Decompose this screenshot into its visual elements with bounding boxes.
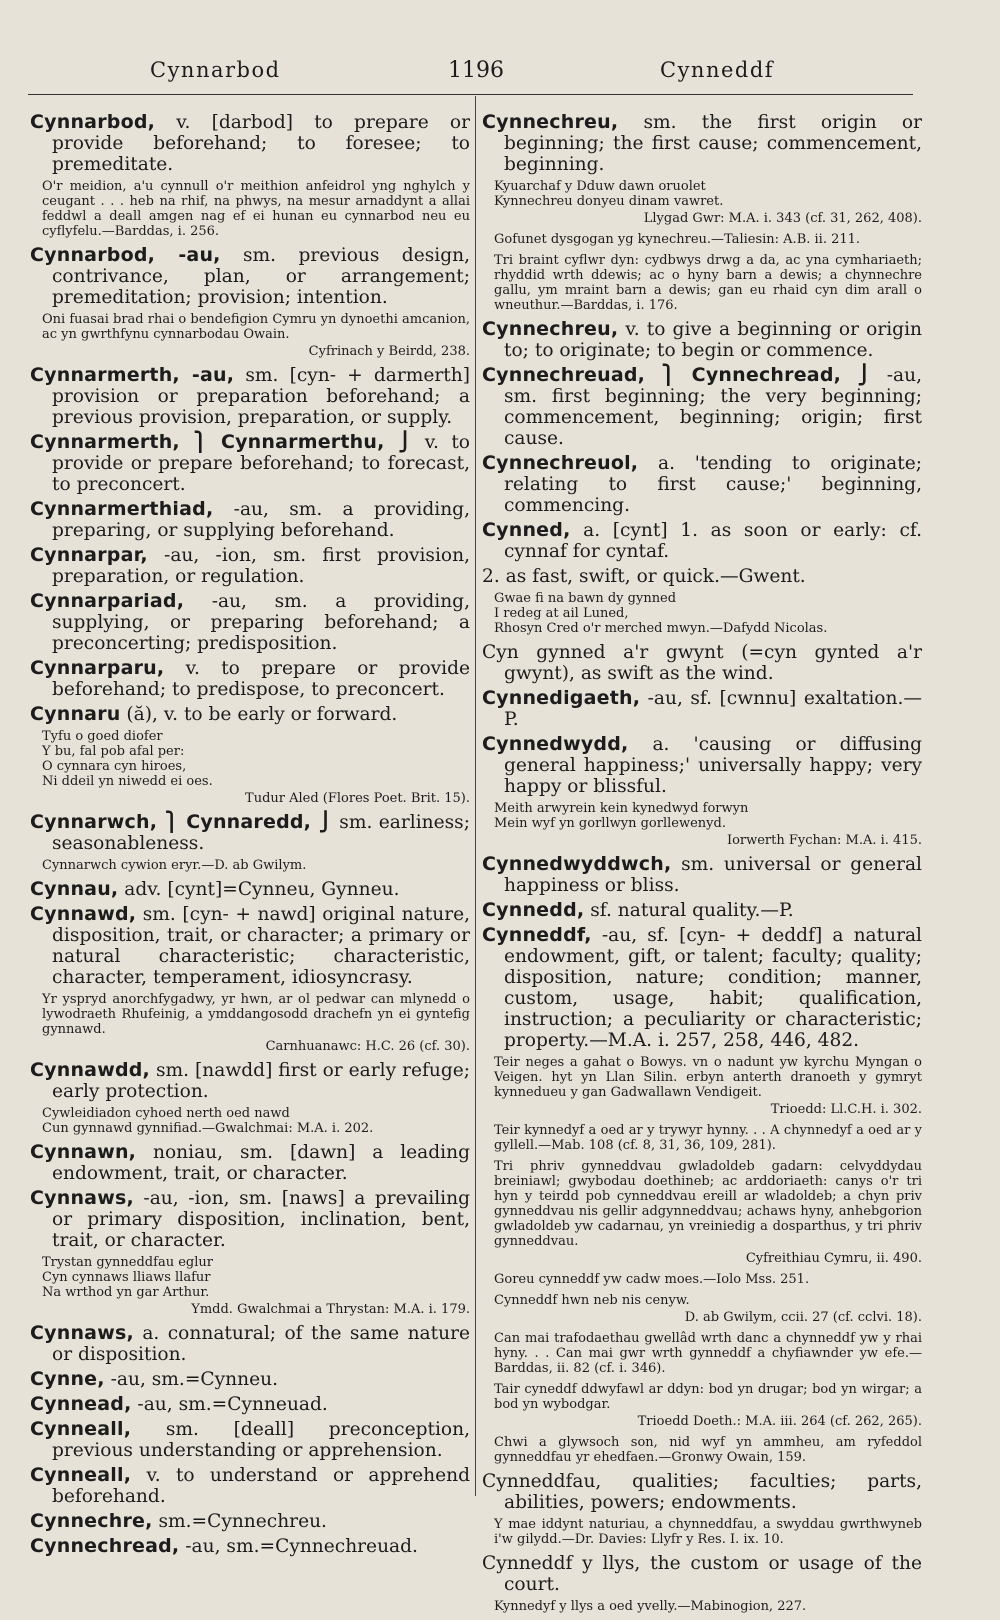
header-rule (28, 94, 913, 95)
citation-source: Cyfrinach y Beirdd, 238. (308, 344, 470, 359)
verse-citation: Meith arwyrein kein kynedwyd forwyn Mein wyf yn gorllwyn gorllewenyd. (494, 801, 749, 831)
citation-source: Trioedd Doeth.: M.A. iii. 264 (cf. 262, 265). (637, 1414, 922, 1429)
definition: a. connatural; of the same nature or disposition. (52, 1323, 470, 1365)
verse-citation: Cywleidiadon cyhoed nerth oed nawd Cun gynnawd gynnifiad.—Gwalchmai: M.A. i. 202. (42, 1106, 374, 1136)
headword: Cynnarbod, -au, (30, 244, 221, 266)
definition: -au, sm.=Cynneu. (104, 1369, 278, 1390)
dictionary-entry (30, 879, 470, 900)
citation: Teir neges a gahat o Bowys. vn o nadunt yw kyrchu Myngan o Veigen. hyt yn Llan Silin. erbyn anterth dranoeth y gymryt kynnedueu y gan Gadwallawn Vendigeit. (494, 1055, 922, 1100)
dictionary-entry (482, 854, 922, 896)
dictionary-entry (30, 1369, 470, 1390)
headword: Cynnechreu, (482, 318, 619, 340)
headword: Cynneddf, (482, 924, 592, 946)
definition: -au, sf. [cwnnu] exaltation.—P. (504, 688, 922, 730)
dictionary-entry (30, 1188, 470, 1251)
dictionary-entry (482, 520, 922, 562)
headword: Cynnarbod, (30, 111, 156, 133)
dictionary-entry (482, 453, 922, 516)
definition: -au, sm. first beginning; the very beginning; commencement, beginning; origin; first cause. (504, 365, 922, 449)
citation: Oni fuasai brad rhai o bendefigion Cymru yn dynoethi amcanion, ac yn gwrthfynu cynnarbodau Owain. (42, 312, 470, 342)
citation: Cynnarwch cywion eryr.—D. ab Gwilym. (42, 858, 307, 873)
dictionary-entry (482, 365, 922, 449)
headword: Cynnarparu, (30, 657, 165, 679)
dictionary-entry (30, 1511, 470, 1532)
definition: sm. [cyn- + darmerth] provision or preparation beforehand; a previous provision, preparation, or supply. (52, 365, 470, 428)
headword: Cynnechreu, (482, 111, 619, 133)
headword: Cynnechreuad, ⎫ Cynnechread, ⎭ (482, 364, 872, 386)
citation: Gofunet dysgogan yg kynechreu.—Taliesin: A.B. ii. 211. (494, 232, 861, 247)
dictionary-entry (482, 112, 922, 175)
headword: Cynnedigaeth, (482, 687, 641, 709)
headword: Cynnaru (30, 703, 121, 725)
definition: v. [darbod] to prepare or provide beforehand; to foresee; to premeditate. (52, 112, 470, 175)
definition: sm. [nawdd] first or early refuge; early protection. (52, 1060, 470, 1102)
citation-source: Tudur Aled (Flores Poet. Brit. 15). (245, 791, 470, 806)
citation: Y mae iddynt naturiau, a chynneddfau, a swyddau gwrthwyneb i'w gilydd.—Dr. Davies: Llyfr y Res. I. ix. 10. (494, 1517, 922, 1547)
header-left-guideword: Cynnarbod (150, 58, 281, 82)
definition: -au, sm.=Cynnechreuad. (179, 1536, 418, 1557)
dictionary-entry (30, 658, 470, 700)
headword: Cynnead, (30, 1393, 132, 1415)
definition: Cynneddfau, qualities; faculties; parts, abilities, powers; endowments. (482, 1471, 922, 1513)
definition: adv. [cynt]=Cynneu, Gynneu. (118, 879, 400, 900)
headword: Cynnedwydd, (482, 733, 629, 755)
dictionary-entry (30, 1536, 470, 1557)
dictionary-entry (482, 688, 922, 730)
definition: -au, sm. a providing, preparing, or supplying beforehand. (52, 499, 470, 541)
citation: Teir kynnedyf a oed ar y trywyr hynny. . . A chynnedyf a oed ar y gyllell.—Mab. 108 (cf. 8, 31, 36, 109, 281). (494, 1123, 922, 1153)
definition: Cyn gynned a'r gwynt (=cyn gynted a'r gwynt), as swift as the wind. (482, 642, 922, 684)
citation: Cynneddf hwn neb nis cenyw. (494, 1293, 690, 1308)
definition: -au, sm.=Cynneuad. (131, 1394, 328, 1415)
citation: Yr yspryd anorchfygadwy, yr hwn, ar ol pedwar can mlynedd o lywodraeth Rhufeinig, a ymddangosodd drachefn yn ei gyntefig gynnawd. (42, 992, 470, 1037)
verse-citation: Tyfu o goed diofer Y bu, fal pob afal per: O cynnara cyn hiroes, Ni ddeil yn niwedd ei oes. (42, 729, 213, 789)
dictionary-entry (482, 1553, 922, 1595)
definition: -au, -ion, sm. first provision, preparation, or regulation. (52, 545, 470, 587)
dictionary-entry (30, 1060, 470, 1102)
definition: a. [cynt] 1. as soon or early: cf. cynnaf for cyntaf. (504, 520, 922, 562)
dictionary-entry (30, 1323, 470, 1365)
citation: Tri braint cyflwr dyn: cydbwys drwg a da, ac yna cymhariaeth; rhyddid wrth ddewis; ac o hyny barn a dewis; a chynnechre gallu, ym mraint barn a dewis; gan eu rhaid cyn dim arall o wneuthur.—Barddas, i. 176. (494, 253, 922, 313)
definition: noniau, sm. [dawn] a leading endowment, trait, or character. (52, 1142, 470, 1184)
headword: Cynnarmerth, -au, (30, 364, 235, 386)
headword: Cynnechreuol, (482, 452, 639, 474)
headword: Cynnaws, (30, 1322, 134, 1344)
definition: -au, sf. [cyn- + deddf] a natural endowment, gift, or talent; faculty; quality; disposition, nature; condition; manner, custom, usage, habit; qualification, instruction; a peculiarity or characteristic; property.—M.A. i. 257, 258, 446, 482. (504, 925, 922, 1051)
definition: sm. earliness; seasonableness. (52, 812, 470, 854)
citation-source: Trioedd: Ll.C.H. i. 302. (770, 1102, 922, 1117)
dictionary-entry (30, 704, 470, 725)
headword: Cynnarwch, ⎫ Cynnaredd, ⎭ (30, 811, 333, 833)
definition: 2. as fast, swift, or quick.—Gwent. (482, 566, 806, 587)
definition: sm. the first origin or beginning; the first cause; commencement, beginning. (504, 112, 922, 175)
dictionary-entry (30, 1419, 470, 1461)
definition: v. to prepare or provide beforehand; to predispose, to preconcert. (52, 658, 470, 700)
dictionary-entry (30, 245, 470, 308)
headword: Cynnarmerthiad, (30, 498, 214, 520)
dictionary-entry (30, 904, 470, 988)
headword: Cynnarmerth, ⎫ Cynnarmerthu, ⎭ (30, 431, 413, 453)
running-header (0, 58, 1000, 88)
dictionary-entry (30, 112, 470, 175)
dictionary-entry (30, 499, 470, 541)
dictionary-entry (30, 591, 470, 654)
right-column (482, 112, 922, 1620)
headword: Cynnawn, (30, 1141, 137, 1163)
headword: Cynneall, (30, 1418, 132, 1440)
verse-citation: Gwae fi na bawn dy gynned I redeg at ail Luned, Rhosyn Cred o'r merched mwyn.—Dafydd Nicolas. (494, 591, 828, 636)
left-column (30, 112, 470, 1561)
headword: Cynnaws, (30, 1187, 134, 1209)
dictionary-entry (30, 545, 470, 587)
header-right-guideword: Cynneddf (660, 58, 775, 82)
verse-citation: Kyuarchaf y Dduw dawn oruolet Kynnechreu donyeu dinam vawret. (494, 179, 724, 209)
headword: Cynnawd, (30, 903, 137, 925)
column-divider (475, 96, 476, 1496)
citation-source: D. ab Gwilym, ccii. 27 (cf. cclvi. 18). (684, 1310, 922, 1325)
headword: Cynnawdd, (30, 1059, 150, 1081)
dictionary-entry (482, 925, 922, 1051)
dictionary-entry (482, 642, 922, 684)
definition: v. to provide or prepare beforehand; to forecast, to preconcert. (52, 432, 470, 495)
headword: Cynnedwyddwch, (482, 853, 672, 875)
definition: sf. natural quality.—P. (584, 900, 794, 921)
citation-source: Llygad Gwr: M.A. i. 343 (cf. 31, 262, 408). (643, 211, 922, 226)
definition: sm. universal or general happiness or bliss. (504, 854, 922, 896)
citation: Chwi a glywsoch son, nid wyf yn ammheu, am ryfeddol gynneddfau yr ehedfaen.—Gronwy Owain, 159. (494, 1435, 922, 1465)
citation: Kynnedyf y llys a oed yvelly.—Mabinogion, 227. (494, 1599, 807, 1614)
citation: Goreu cynneddf yw cadw moes.—Iolo Mss. 251. (494, 1272, 810, 1287)
dictionary-entry (482, 1471, 922, 1513)
definition: v. to give a beginning or origin to; to originate; to begin or commence. (504, 319, 922, 361)
citation-source: Iorwerth Fychan: M.A. i. 415. (726, 833, 922, 848)
citation: Can mai trafodaethau gwellâd wrth danc a chynneddf yw y rhai hyny. . . Can mai gwr wrth gynneddf a chyfiawnder yw efe.—Barddas, ii. 82 (cf. i. 346). (494, 1331, 922, 1376)
definition: (ă), v. to be early or forward. (120, 704, 398, 725)
dictionary-entry (482, 319, 922, 361)
definition: sm. [deall] preconception, previous understanding or apprehension. (52, 1419, 470, 1461)
definition: -au, sm. a providing, supplying, or preparing beforehand; a preconcerting; predisposition. (52, 591, 470, 654)
dictionary-entry (30, 432, 470, 495)
definition: v. to understand or apprehend beforehand. (52, 1465, 470, 1507)
headword: Cynnedd, (482, 899, 585, 921)
headword: Cynnarpariad, (30, 590, 185, 612)
definition: sm.=Cynnechreu. (152, 1511, 327, 1532)
citation-source: Ymdd. Gwalchmai a Thrystan: M.A. i. 179. (191, 1302, 470, 1317)
dictionary-entry (30, 1142, 470, 1184)
headword: Cynnarpar, (30, 544, 148, 566)
headword: Cynnau, (30, 878, 119, 900)
definition: a. 'causing or diffusing general happiness;' universally happy; very happy or blissful. (504, 734, 922, 797)
dictionary-entry (30, 812, 470, 854)
dictionary-entry (482, 900, 922, 921)
verse-citation: Trystan gynneddfau eglur Cyn cynnaws lliaws llafur Na wrthod yn gar Arthur. (42, 1255, 213, 1300)
definition: sm. previous design, contrivance, plan, or arrangement; premeditation; provision; intention. (52, 245, 470, 308)
citation: Tair cyneddf ddwyfawl ar ddyn: bod yn drugar; bod yn wirgar; a bod yn wybodgar. (494, 1382, 922, 1412)
definition: Cynneddf y llys, the custom or usage of the court. (482, 1553, 922, 1595)
dictionary-entry (482, 566, 922, 587)
dictionary-entry (30, 1394, 470, 1415)
definition: -au, -ion, sm. [naws] a prevailing or primary disposition, inclination, bent, trait, or character. (52, 1188, 470, 1251)
definition: a. 'tending to originate; relating to first cause;' beginning, commencing. (504, 453, 922, 516)
headword: Cynne, (30, 1368, 105, 1390)
dictionary-entry (482, 734, 922, 797)
page-number: 1196 (448, 58, 504, 83)
headword: Cynned, (482, 519, 571, 541)
dictionary-entry (30, 1465, 470, 1507)
headword: Cynneall, (30, 1464, 132, 1486)
citation: O'r meidion, a'u cynnull o'r meithion anfeidrol yng nghylch y ceugant . . . heb na rhif, na phwys, na mesur arnaddynt a allai feddwl a deall amgen nag ef ei hunan eu cynnarbod neu eu cyflyfelu.—Barddas, i. 256. (42, 179, 470, 239)
definition: sm. [cyn- + nawd] original nature, disposition, trait, or character; a primary or natural characteristic; characteristic, character, temperament, idiosyncrasy. (52, 904, 470, 988)
citation: Tri phriv gynneddvau gwladoldeb gadarn: celvyddydau breiniawl; gwybodau doethineb; ac arddoriaeth: canys o'r tri hyn y teirdd pob cynneddvau ereill ar wladoldeb; a chyn priv gynneddvau nis gellir adgynneddvau; achaws hyny, anhebgorion gwladoldeb yw cadarnau, yn vreiniedig a dosparthus, y tri phriv gynneddvau. (494, 1159, 922, 1249)
headword: Cynnechread, (30, 1535, 180, 1557)
dictionary-entry (30, 365, 470, 428)
citation-source: Carnhuanawc: H.C. 26 (cf. 30). (265, 1039, 470, 1054)
headword: Cynnechre, (30, 1510, 153, 1532)
citation-source: Cyfreithiau Cymru, ii. 490. (745, 1251, 922, 1266)
